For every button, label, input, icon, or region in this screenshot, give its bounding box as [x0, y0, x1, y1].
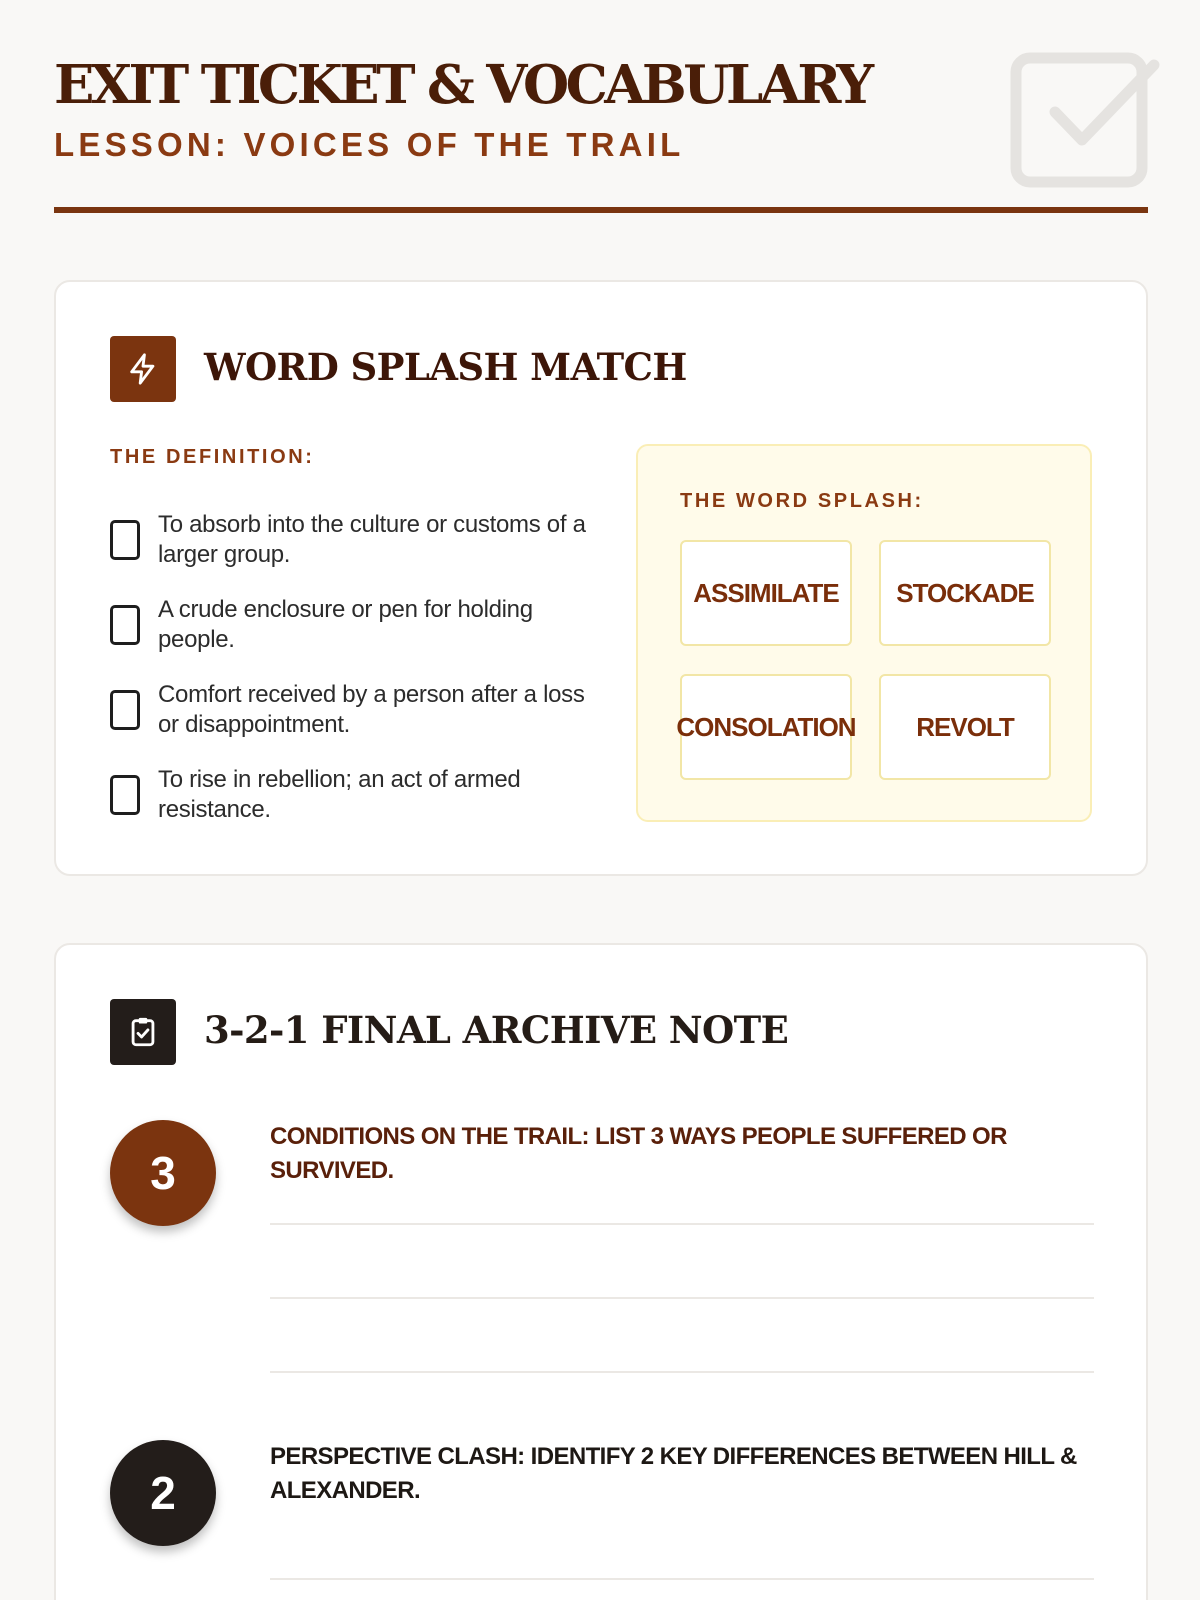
word-tile-label: ASSIMILATE [693, 577, 839, 608]
definition-label: THE DEFINITION: [110, 446, 315, 468]
answer-line[interactable] [270, 1371, 1094, 1373]
number-badge: 3 [110, 1120, 216, 1226]
definition-checkbox[interactable] [110, 690, 140, 730]
lightning-icon [110, 336, 176, 402]
answer-line[interactable] [270, 1578, 1094, 1580]
word-tile[interactable] [879, 540, 1051, 646]
definition-item[interactable] [110, 765, 590, 825]
definition-text: To absorb into the culture or customs of a larger group. [158, 511, 586, 568]
definition-item[interactable] [110, 680, 590, 740]
clipboard-check-icon [110, 999, 176, 1065]
archive-note-title: 3-2-1 FINAL ARCHIVE NOTE [204, 1008, 789, 1052]
word-splash-box [636, 444, 1092, 822]
definition-text: To rise in rebellion; an act of armed resistance. [158, 766, 521, 823]
page-title: EXIT TICKET & VOCABULARY [54, 54, 871, 116]
lesson-subtitle: LESSON: VOICES OF THE TRAIL [54, 126, 685, 163]
definition-item[interactable] [110, 510, 590, 570]
definition-checkbox[interactable] [110, 775, 140, 815]
checkbox-checked-icon [1010, 50, 1160, 192]
answer-line[interactable] [270, 1297, 1094, 1299]
word-splash-label: THE WORD SPLASH: [680, 490, 924, 512]
word-tile-label: REVOLT [916, 711, 1014, 742]
word-tile[interactable] [676, 674, 856, 780]
definition-item[interactable] [110, 595, 590, 655]
prompt-text: CONDITIONS ON THE TRAIL: LIST 3 WAYS PEOPLE SUFFERED OR SURVIVED. [270, 1123, 1007, 1184]
word-tile-label: STOCKADE [896, 577, 1034, 608]
answer-line[interactable] [270, 1223, 1094, 1225]
header-divider [54, 207, 1148, 213]
word-tile-label: CONSOLATION [676, 711, 856, 742]
word-tile[interactable] [680, 540, 852, 646]
number-badge: 2 [110, 1440, 216, 1546]
definition-text: Comfort received by a person after a loss or disappointment. [158, 681, 585, 738]
definition-text: A crude enclosure or pen for holding people. [158, 596, 533, 653]
definition-checkbox[interactable] [110, 520, 140, 560]
archive-note-card [54, 943, 1148, 1600]
word-splash-title: WORD SPLASH MATCH [204, 345, 687, 389]
definition-checkbox[interactable] [110, 605, 140, 645]
word-splash-card [54, 280, 1148, 876]
prompt-text: PERSPECTIVE CLASH: IDENTIFY 2 KEY DIFFERENCES BETWEEN HILL & ALEXANDER. [270, 1443, 1077, 1504]
word-tile[interactable] [879, 674, 1051, 780]
